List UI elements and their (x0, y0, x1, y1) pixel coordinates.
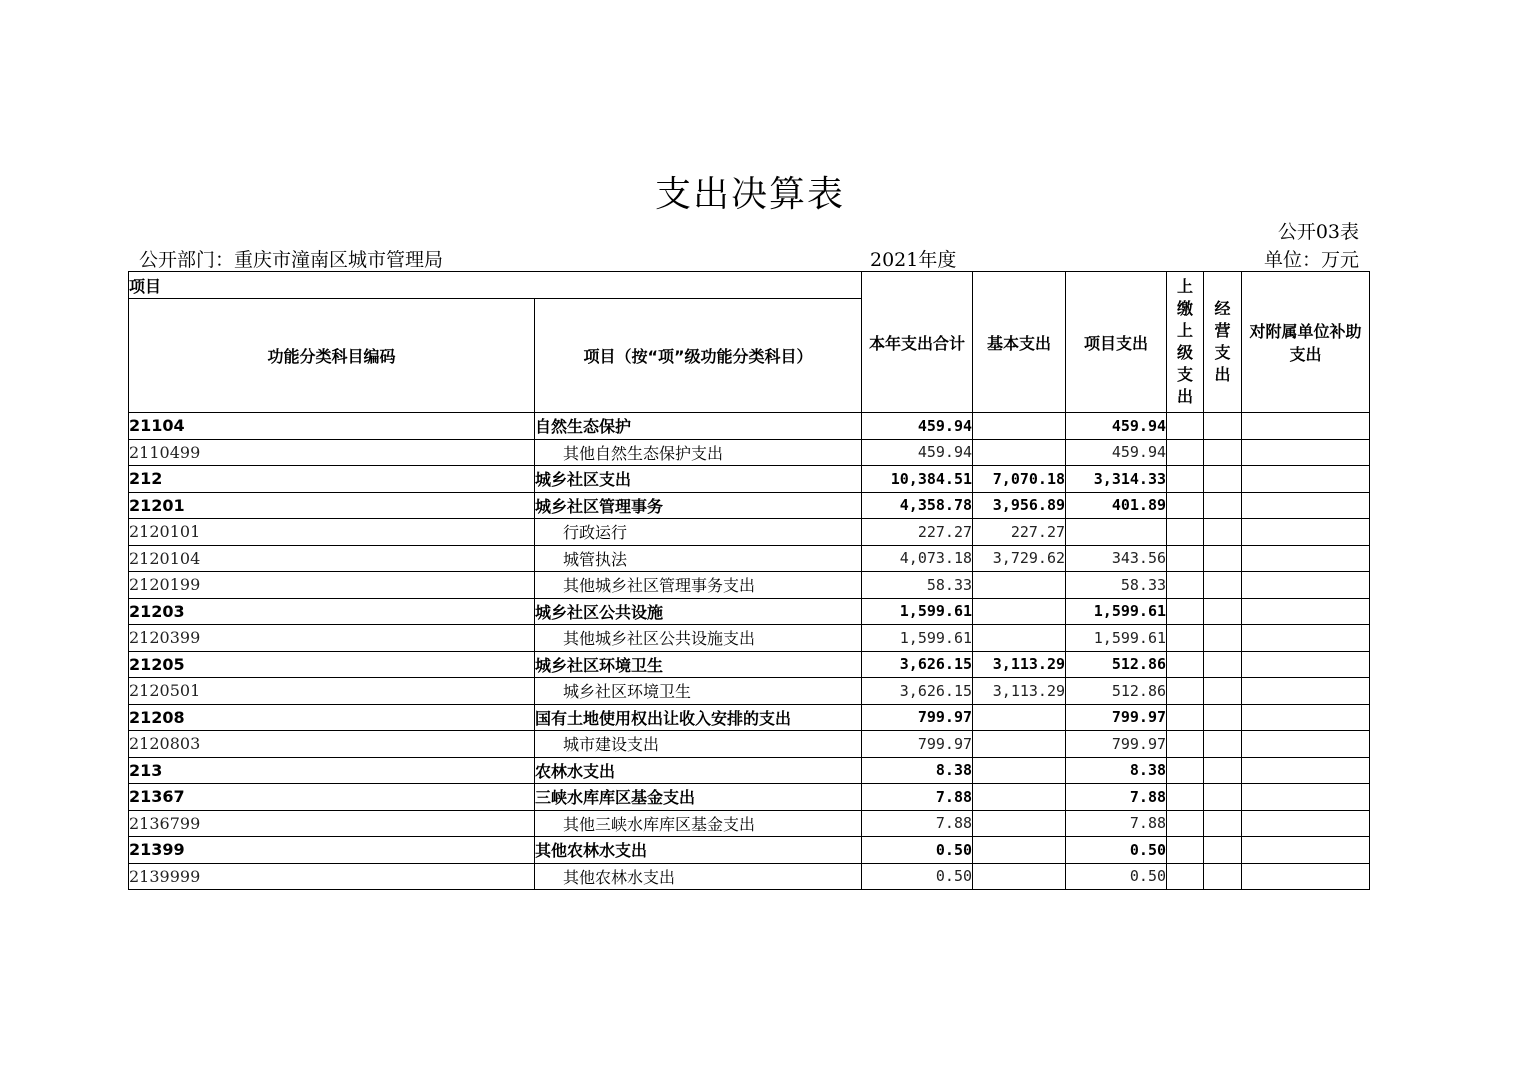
row-code: 2120101 (129, 519, 535, 546)
row-total: 58.33 (862, 572, 973, 599)
row-basic (973, 413, 1066, 440)
row-upper (1167, 810, 1204, 837)
row-business (1204, 598, 1242, 625)
fiscal-year: 2021年度 (870, 249, 957, 271)
row-business (1204, 439, 1242, 466)
row-basic: 227.27 (973, 519, 1066, 546)
table-row (129, 731, 1370, 758)
row-name: 其他城乡社区公共设施支出 (535, 625, 862, 652)
row-business (1204, 545, 1242, 572)
row-upper (1167, 466, 1204, 493)
row-subsidy (1242, 810, 1370, 837)
header-upper-payment: 上 缴 上 级 支 出 (1167, 272, 1204, 413)
header-code: 功能分类科目编码 (129, 299, 535, 413)
row-upper (1167, 492, 1204, 519)
table-row (129, 704, 1370, 731)
row-project: 343.56 (1066, 545, 1167, 572)
row-upper (1167, 545, 1204, 572)
table-row (129, 439, 1370, 466)
row-code: 21203 (129, 598, 535, 625)
table-row (129, 651, 1370, 678)
table-row (129, 625, 1370, 652)
table-row (129, 757, 1370, 784)
row-code: 2136799 (129, 810, 535, 837)
row-project (1066, 519, 1167, 546)
row-business (1204, 810, 1242, 837)
row-upper (1167, 572, 1204, 599)
row-subsidy (1242, 678, 1370, 705)
row-total: 1,599.61 (862, 598, 973, 625)
row-subsidy (1242, 731, 1370, 758)
row-basic (973, 863, 1066, 890)
row-project: 799.97 (1066, 731, 1167, 758)
expenditure-table (128, 271, 1370, 890)
row-name: 城乡社区支出 (535, 466, 862, 493)
row-upper (1167, 598, 1204, 625)
row-name: 城乡社区环境卫生 (535, 651, 862, 678)
header-project-expenditure: 项目支出 (1066, 272, 1167, 413)
row-basic: 3,729.62 (973, 545, 1066, 572)
row-name: 国有土地使用权出让收入安排的支出 (535, 704, 862, 731)
row-upper (1167, 439, 1204, 466)
row-subsidy (1242, 492, 1370, 519)
row-subsidy (1242, 757, 1370, 784)
table-row (129, 863, 1370, 890)
row-business (1204, 731, 1242, 758)
row-project: 512.86 (1066, 678, 1167, 705)
row-code: 2110499 (129, 439, 535, 466)
row-code: 213 (129, 757, 535, 784)
row-name: 三峡水库库区基金支出 (535, 784, 862, 811)
row-code: 2139999 (129, 863, 535, 890)
row-business (1204, 519, 1242, 546)
table-row (129, 519, 1370, 546)
row-business (1204, 492, 1242, 519)
row-upper (1167, 837, 1204, 864)
header-subsidy: 对附属单位补助支出 (1242, 272, 1370, 413)
row-basic (973, 784, 1066, 811)
row-code: 2120199 (129, 572, 535, 599)
row-business (1204, 413, 1242, 440)
page-title: 支出决算表 (654, 174, 845, 215)
row-business (1204, 466, 1242, 493)
header-basic: 基本支出 (973, 272, 1066, 413)
table-row (129, 598, 1370, 625)
row-basic (973, 757, 1066, 784)
table-body (129, 413, 1370, 890)
row-total: 8.38 (862, 757, 973, 784)
row-project: 459.94 (1066, 439, 1167, 466)
row-project: 7.88 (1066, 784, 1167, 811)
row-total: 3,626.15 (862, 678, 973, 705)
row-subsidy (1242, 704, 1370, 731)
table-row (129, 810, 1370, 837)
row-project: 58.33 (1066, 572, 1167, 599)
row-total: 0.50 (862, 837, 973, 864)
row-upper (1167, 651, 1204, 678)
row-subsidy (1242, 863, 1370, 890)
row-total: 3,626.15 (862, 651, 973, 678)
row-code: 21399 (129, 837, 535, 864)
row-name: 农林水支出 (535, 757, 862, 784)
header-total: 本年支出合计 (862, 272, 973, 413)
table-row (129, 784, 1370, 811)
row-name: 城乡社区公共设施 (535, 598, 862, 625)
row-name: 自然生态保护 (535, 413, 862, 440)
row-name: 城市建设支出 (535, 731, 862, 758)
table-row (129, 837, 1370, 864)
row-code: 21201 (129, 492, 535, 519)
row-name: 其他三峡水库库区基金支出 (535, 810, 862, 837)
row-code: 21205 (129, 651, 535, 678)
row-project: 3,314.33 (1066, 466, 1167, 493)
row-code: 21208 (129, 704, 535, 731)
header-business: 经 营 支 出 (1204, 272, 1242, 413)
row-code: 21367 (129, 784, 535, 811)
row-subsidy (1242, 545, 1370, 572)
row-upper (1167, 731, 1204, 758)
row-name: 城乡社区管理事务 (535, 492, 862, 519)
row-basic: 3,113.29 (973, 651, 1066, 678)
row-basic (973, 837, 1066, 864)
row-total: 7.88 (862, 810, 973, 837)
row-business (1204, 757, 1242, 784)
row-project: 8.38 (1066, 757, 1167, 784)
row-code: 212 (129, 466, 535, 493)
row-basic: 3,113.29 (973, 678, 1066, 705)
row-name: 其他自然生态保护支出 (535, 439, 862, 466)
row-code: 2120803 (129, 731, 535, 758)
unit-label: 单位：万元 (1263, 249, 1359, 271)
row-subsidy (1242, 466, 1370, 493)
row-name: 行政运行 (535, 519, 862, 546)
row-business (1204, 625, 1242, 652)
row-total: 227.27 (862, 519, 973, 546)
row-business (1204, 704, 1242, 731)
row-upper (1167, 413, 1204, 440)
row-project: 0.50 (1066, 863, 1167, 890)
row-subsidy (1242, 413, 1370, 440)
row-name: 其他农林水支出 (535, 863, 862, 890)
row-upper (1167, 757, 1204, 784)
row-project: 0.50 (1066, 837, 1167, 864)
row-basic (973, 731, 1066, 758)
row-business (1204, 837, 1242, 864)
row-subsidy (1242, 625, 1370, 652)
row-basic (973, 625, 1066, 652)
department-label: 公开部门：重庆市潼南区城市管理局 (139, 249, 444, 271)
row-subsidy (1242, 519, 1370, 546)
row-subsidy (1242, 572, 1370, 599)
row-subsidy (1242, 598, 1370, 625)
row-total: 7.88 (862, 784, 973, 811)
row-total: 459.94 (862, 439, 973, 466)
row-business (1204, 572, 1242, 599)
row-project: 459.94 (1066, 413, 1167, 440)
row-total: 799.97 (862, 731, 973, 758)
row-business (1204, 784, 1242, 811)
row-total: 4,073.18 (862, 545, 973, 572)
row-name: 城乡社区环境卫生 (535, 678, 862, 705)
row-upper (1167, 704, 1204, 731)
header-project: 项目 (129, 272, 862, 299)
row-project: 1,599.61 (1066, 625, 1167, 652)
row-project: 401.89 (1066, 492, 1167, 519)
table-row (129, 413, 1370, 440)
row-basic (973, 598, 1066, 625)
row-upper (1167, 519, 1204, 546)
row-basic: 3,956.89 (973, 492, 1066, 519)
table-row (129, 492, 1370, 519)
row-code: 21104 (129, 413, 535, 440)
header-name: 项目（按“项”级功能分类科目） (535, 299, 862, 413)
row-subsidy (1242, 439, 1370, 466)
row-basic: 7,070.18 (973, 466, 1066, 493)
row-code: 2120501 (129, 678, 535, 705)
row-basic (973, 439, 1066, 466)
row-basic (973, 572, 1066, 599)
row-total: 459.94 (862, 413, 973, 440)
row-total: 0.50 (862, 863, 973, 890)
row-name: 城管执法 (535, 545, 862, 572)
row-basic (973, 704, 1066, 731)
row-business (1204, 863, 1242, 890)
row-total: 10,384.51 (862, 466, 973, 493)
row-total: 4,358.78 (862, 492, 973, 519)
table-row (129, 545, 1370, 572)
row-subsidy (1242, 837, 1370, 864)
row-total: 799.97 (862, 704, 973, 731)
table-row (129, 572, 1370, 599)
row-project: 799.97 (1066, 704, 1167, 731)
row-code: 2120104 (129, 545, 535, 572)
row-project: 512.86 (1066, 651, 1167, 678)
row-project: 1,599.61 (1066, 598, 1167, 625)
table-row (129, 466, 1370, 493)
row-subsidy (1242, 651, 1370, 678)
row-upper (1167, 863, 1204, 890)
row-business (1204, 678, 1242, 705)
document-number: 公开03表 (1277, 221, 1359, 243)
row-total: 1,599.61 (862, 625, 973, 652)
row-project: 7.88 (1066, 810, 1167, 837)
row-upper (1167, 784, 1204, 811)
row-name: 其他城乡社区管理事务支出 (535, 572, 862, 599)
row-name: 其他农林水支出 (535, 837, 862, 864)
row-business (1204, 651, 1242, 678)
row-upper (1167, 625, 1204, 652)
row-upper (1167, 678, 1204, 705)
row-code: 2120399 (129, 625, 535, 652)
table-row (129, 678, 1370, 705)
row-subsidy (1242, 784, 1370, 811)
row-basic (973, 810, 1066, 837)
